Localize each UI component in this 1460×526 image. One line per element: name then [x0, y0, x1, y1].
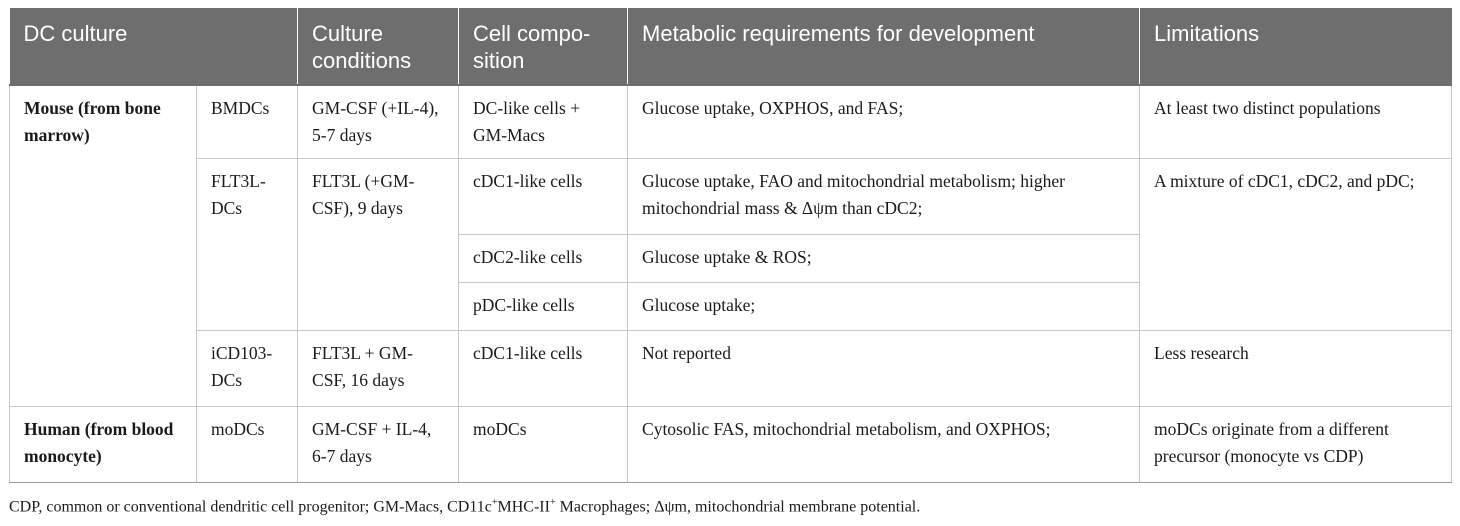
cell-limitations-modcs: moDCs originate from a different precursor (monocyte vs CDP) [1140, 407, 1452, 483]
dc-culture-table [9, 8, 1452, 483]
cell-composition-flt3l-cdc1: cDC1-like cells [459, 159, 628, 235]
footnote-sup-2: + [549, 497, 556, 508]
group-label-mouse: Mouse (from bone marrow) [10, 85, 197, 407]
footnote-text-2: MHC-II [497, 498, 550, 516]
header-limitations: Limitations [1140, 8, 1452, 85]
group-label-human: Human (from blood monocyte) [10, 407, 197, 483]
cell-metabolic-flt3l-cdc2: Glucose uptake & ROS; [628, 235, 1140, 283]
cell-metabolic-flt3l-cdc1: Glucose uptake, FAO and mitochondrial metabolism; higher mitochondrial mass & Δψm than cDC2; [628, 159, 1140, 235]
table-footnote [9, 497, 920, 516]
table-row-bmdcs [10, 85, 1452, 159]
cell-metabolic-icd103: Not reported [628, 331, 1140, 407]
header-metabolic-requirements: Metabolic requirements for development [628, 8, 1140, 85]
cell-conditions-icd103: FLT3L + GM-CSF, 16 days [298, 331, 459, 407]
cell-metabolic-modcs: Cytosolic FAS, mitochondrial metabolism, and OXPHOS; [628, 407, 1140, 483]
cell-conditions-bmdcs: GM-CSF (+IL-4), 5-7 days [298, 85, 459, 159]
header-culture-conditions: Culture conditions [298, 8, 459, 85]
table-row-modcs [10, 407, 1452, 483]
cell-limitations-bmdcs: At least two distinct populations [1140, 85, 1452, 159]
cell-type-bmdcs: BMDCs [197, 85, 298, 159]
footnote-text-3: Macrophages; Δψm, mitochondrial membrane potential. [555, 498, 921, 516]
header-dc-culture: DC culture [10, 8, 298, 85]
cell-composition-icd103: cDC1-like cells [459, 331, 628, 407]
cell-composition-bmdcs: DC-like cells + GM-Macs [459, 85, 628, 159]
cell-type-flt3l: FLT3L-DCs [197, 159, 298, 331]
cell-composition-flt3l-cdc2: cDC2-like cells [459, 235, 628, 283]
footnote-text-1: CDP, common or conventional dendritic cell progenitor; GM-Macs, CD11c [9, 498, 492, 516]
cell-metabolic-bmdcs: Glucose uptake, OXPHOS, and FAS; [628, 85, 1140, 159]
table-row-flt3l-cdc1 [10, 159, 1452, 235]
cell-metabolic-flt3l-pdc: Glucose uptake; [628, 283, 1140, 331]
cell-type-icd103: iCD103-DCs [197, 331, 298, 407]
cell-composition-flt3l-pdc: pDC-like cells [459, 283, 628, 331]
table-row-icd103 [10, 331, 1452, 407]
cell-conditions-flt3l: FLT3L (+GM-CSF), 9 days [298, 159, 459, 331]
cell-limitations-flt3l: A mixture of cDC1, cDC2, and pDC; [1140, 159, 1452, 331]
header-cell-composition: Cell compo-sition [459, 8, 628, 85]
cell-composition-modcs: moDCs [459, 407, 628, 483]
cell-limitations-icd103: Less research [1140, 331, 1452, 407]
header-row [10, 8, 1452, 85]
cell-type-modcs: moDCs [197, 407, 298, 483]
cell-conditions-modcs: GM-CSF + IL-4, 6-7 days [298, 407, 459, 483]
footnote-sup-1: + [491, 497, 498, 508]
